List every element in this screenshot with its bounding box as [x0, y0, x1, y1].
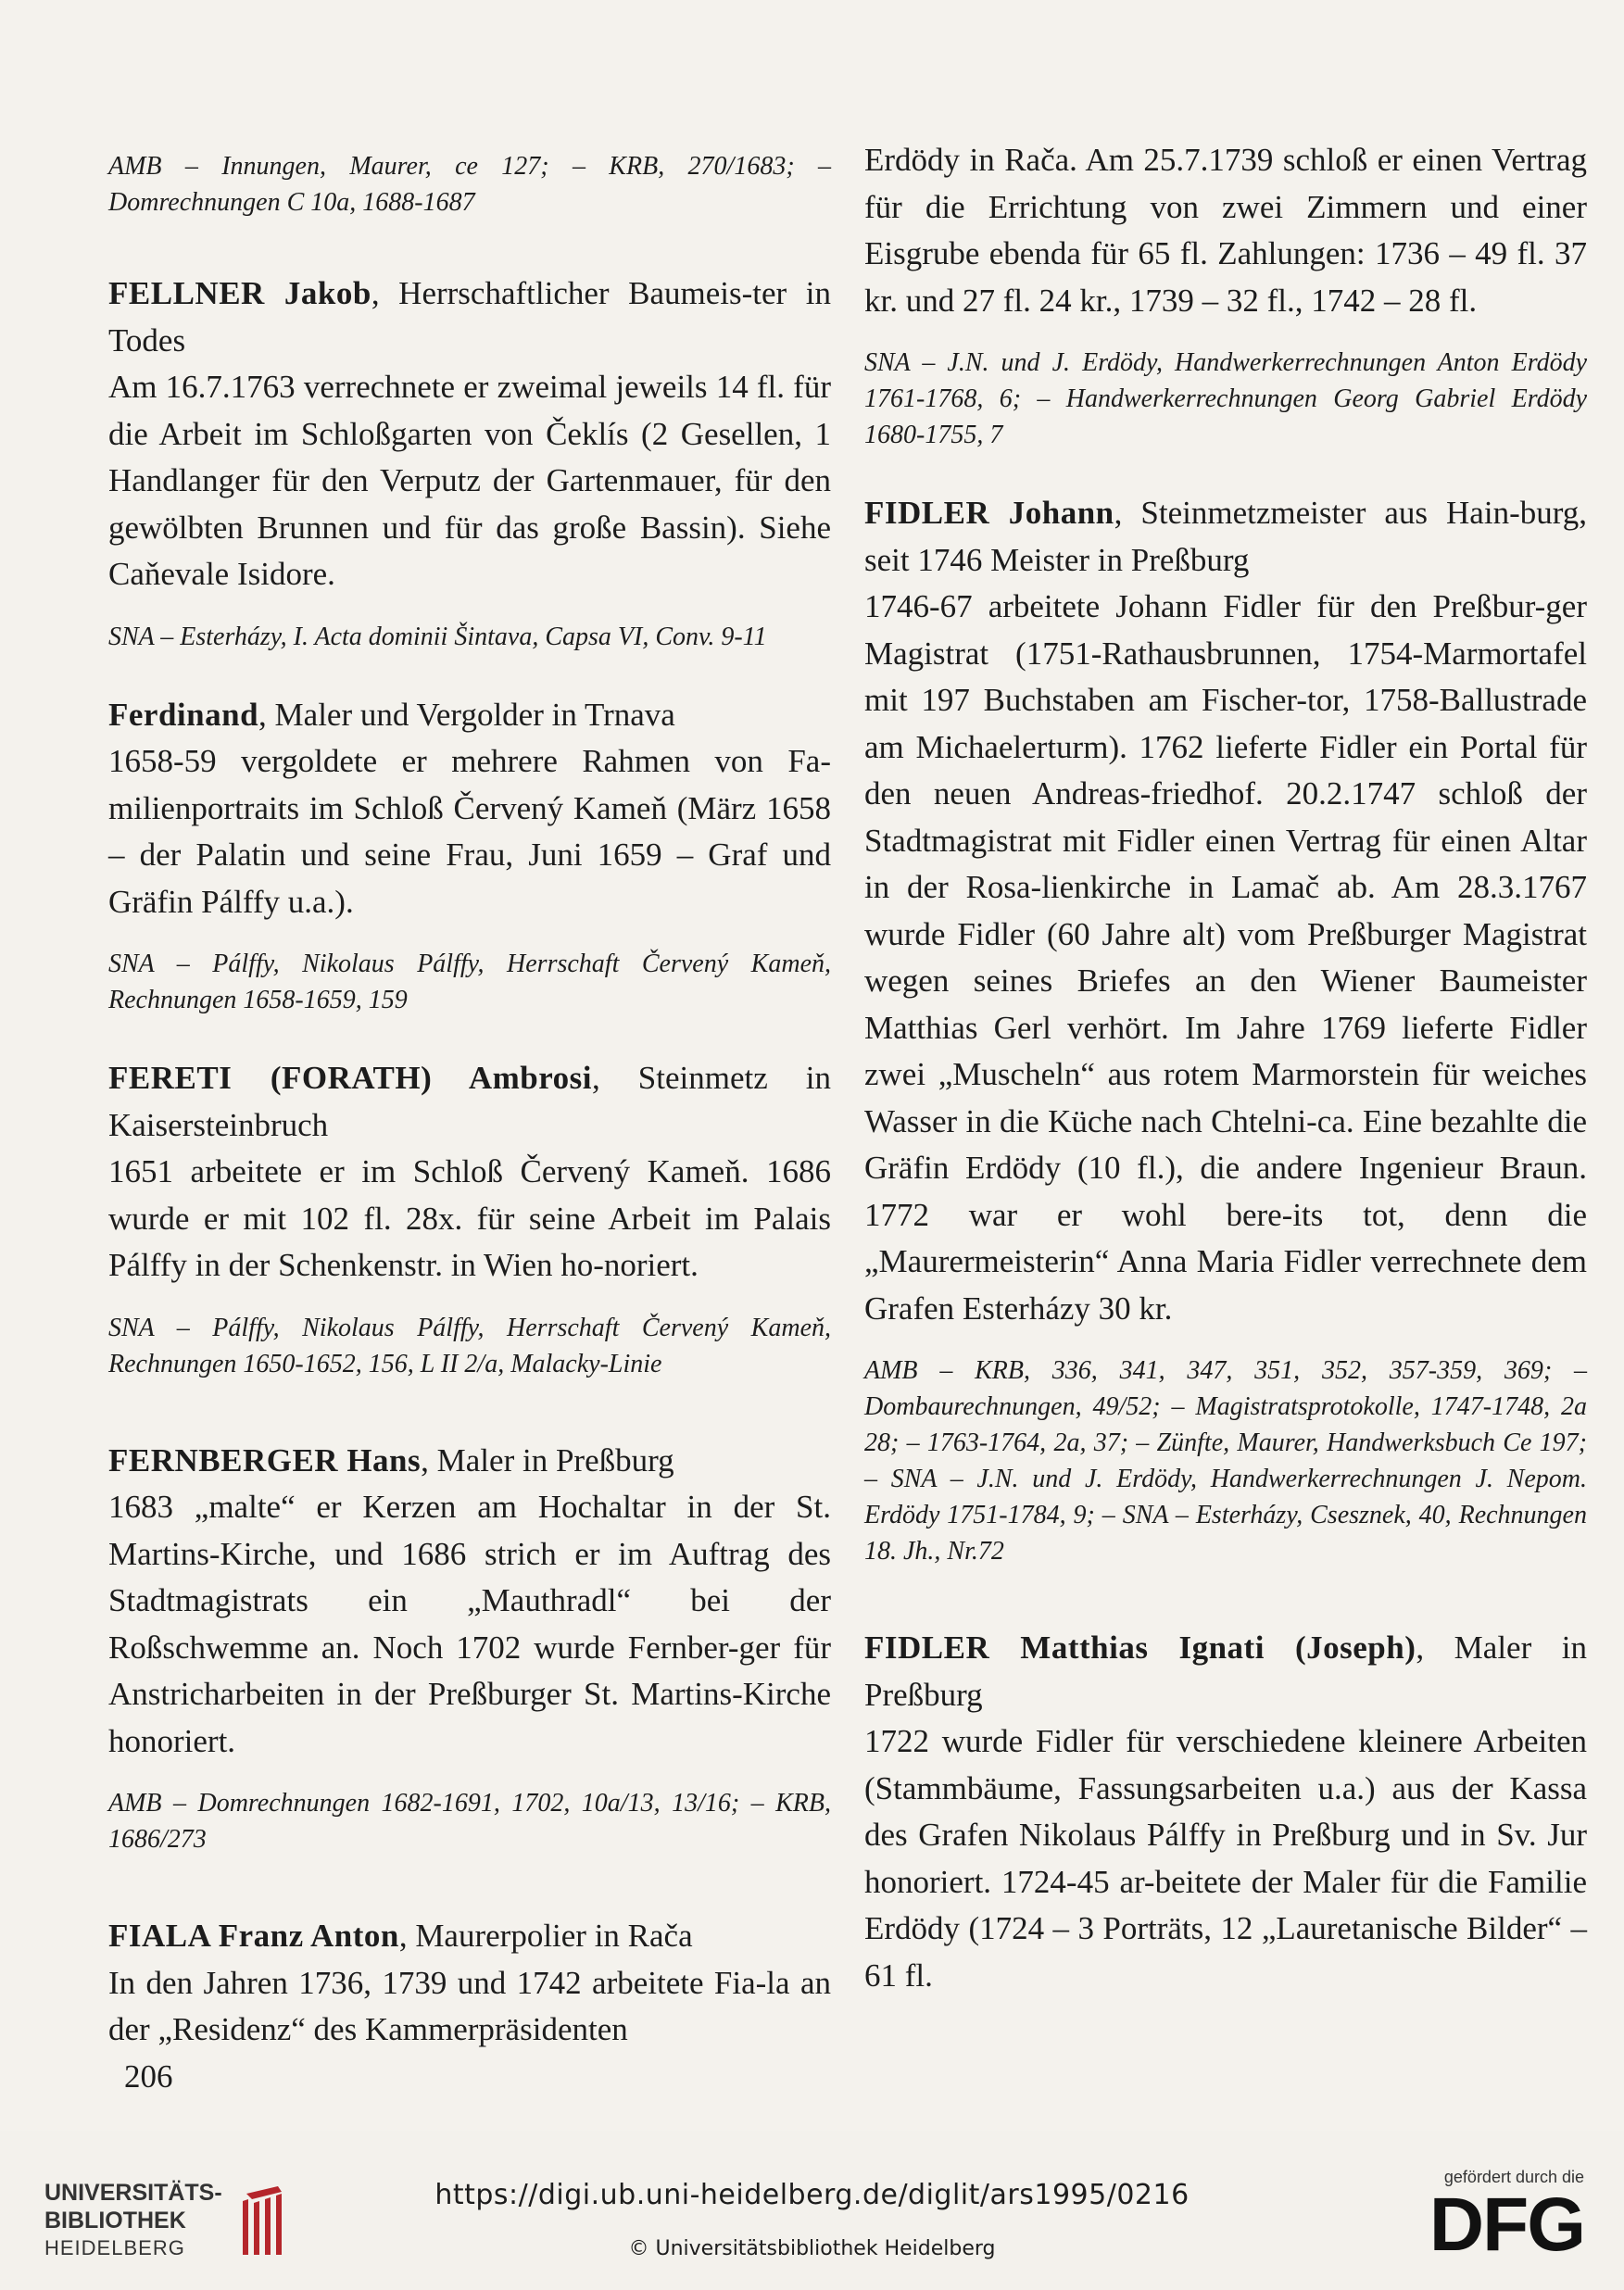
entry-reference: SNA – Pálffy, Nikolaus Pálffy, Herrschaft Červený Kameň, Rechnungen 1650-1652, 156, L II 2/a, Malacky-Linie — [108, 1313, 831, 1378]
continuation-reference: SNA – J.N. und J. Erdödy, Handwerkerrechnungen Anton Erdödy 1761-1768, 6; – Handwerkerrechnungen Georg Gabriel Erdödy 1680-1755, 7 — [864, 348, 1587, 449]
entry-text: , Herrschaftlicher Baumeis-ter in Todes Am 16.7.1763 verrechnete er zweimal jeweils 14 fl. für die Arbeit im Schloßgarten von Čeklís (2 Gesellen, 1 Handlanger für den Verputz der Gartenmauer, für den gewölbten Brunnen und für das große Bassin). Siehe Caňevale Isidore. — [108, 275, 832, 592]
entry-fidler-matthias — [864, 1625, 1587, 1999]
entry-heading: FIDLER Johann — [864, 495, 1114, 531]
dfg-logo[interactable] — [1417, 2168, 1584, 2267]
library-name-line1: UNIVERSITÄTS- — [44, 2180, 222, 2206]
entry-heading: FERNBERGER Hans — [108, 1441, 422, 1478]
library-name-line3: HEIDELBERG — [44, 2236, 185, 2259]
dfg-wordmark: DFG — [1429, 2183, 1584, 2267]
entry-fernberger — [108, 1438, 831, 1858]
entry-text: , Maler in Preßburg 1683 „malte“ er Kerzen am Hochaltar in der St. Martins-Kirche, und 1686 strich er im Auftrag des Stadtmagistrats ein „Mauthradl“ bei der Roßschwemme an. Noch 1702 wurde Fernber-ger für Anstricharbeiten in der Preßburger St. Martins-Kirche honoriert. — [108, 1441, 831, 1759]
entry-heading: FIDLER Matthias Ignati (Joseph) — [864, 1629, 1416, 1666]
entry-text: , Maurerpolier in Rača In den Jahren 1736, 1739 und 1742 arbeitete Fia-la an der „Residenz“ des Kammerpräsidenten — [108, 1918, 831, 2047]
entry-heading: FIALA Franz Anton — [108, 1918, 399, 1954]
funded-by-label: gefördert durch die — [1443, 2168, 1584, 2186]
entry-ferdinand — [108, 692, 831, 1019]
entry-heading: FERETI (FORATH) Ambrosi — [108, 1060, 592, 1096]
continuation-text: Erdödy in Rača. Am 25.7.1739 schloß er einen Vertrag für die Errichtung von zwei Zimmern und einer Eisgrube ebenda für 65 fl. Zahlungen: 1736 – 49 fl. 37 kr. und 27 fl. 24 kr., 1739 – 32 fl., 1742 – 28 fl. — [864, 142, 1587, 319]
copyright-notice: © Universitätsbibliothek Heidelberg — [628, 2237, 996, 2260]
library-name-line2: BIBLIOTHEK — [44, 2208, 186, 2233]
document-url[interactable]: https://digi.ub.uni-heidelberg.de/diglit/ars1995/0216 — [434, 2179, 1190, 2211]
right-column — [864, 137, 1587, 1999]
left-column — [108, 148, 831, 2054]
entry-text: , Steinmetzmeister aus Hain-burg, seit 1746 Meister in Preßburg 1746-67 arbeitete Johann Fidler für den Preßbur-ger Magistrat (1751-Rathausbrunnen, 1754-Marmortafel mit 197 Buchstaben am Fischer-tor, 1758-Ballustrade am Michaelerturm). 1762 lieferte Fidler ein Portal für den neuen Andreas-friedhof. 20.2.1747 schloß der Stadtmagistrat mit Fidler einen Vertrag für einen Altar in der Rosa-lienkirche in Lamač ab. Am 28.3.1767 wurde Fidler (60 Jahre alt) vom Preßburger Magistrat wegen seines Briefes an den Wiener Baumeister Matthias Gerl verhört. Im Jahre 1769 lieferte Fidler zwei „Muscheln“ aus rotem Marmorstein für weiches Wasser in die Küche nach Chtelni-ca. Eine bezahlte die Gräfin Erdödy (10 fl.), die andere Ingenieur Braun. 1772 war er wohl bere-its tot, denn die „Maurermeisterin“ Anna Maria Fidler verrechnete dem Grafen Esterházy 30 kr. — [864, 495, 1587, 1327]
entry-text: , Maler in Preßburg 1722 wurde Fidler für verschiedene kleinere Arbeiten (Stammbäume, Fassungsarbeiten u.a.) aus der Kassa des Grafen Nikolaus Pálffy in Preßburg und in Sv. Jur honoriert. 1724-45 ar-beitete der Maler für die Familie Erdödy (1724 – 3 Porträts, 12 „Lauretanische Bilder“ – 61 fl. — [864, 1629, 1587, 1994]
entry-reference: SNA – Pálffy, Nikolaus Pálffy, Herrschaft Červený Kameň, Rechnungen 1658-1659, 159 — [108, 950, 831, 1014]
entry-fidler-johann — [864, 490, 1587, 1569]
entry-text: , Maler und Vergolder in Trnava 1658-59 vergoldete er mehrere Rahmen von Fa-milienportraits im Schloß Červený Kameň (März 1658 – der Palatin und seine Frau, Juni 1659 – Graf und Gräfin Pálffy u.a.). — [108, 696, 831, 920]
entry-fellner — [108, 271, 831, 655]
entry-reference: AMB – KRB, 336, 341, 347, 351, 352, 357-359, 369; – Dombaurechnungen, 49/52; – Magistratsprotokolle, 1747-1748, 2a 28; – 1763-1764, 2a, 37; – Zünfte, Maurer, Handwerksbuch Ce 197; – SNA – J.N. und J. Erdödy, Handwerkerrechnungen J. Nepom. Erdödy 1751-1784, 9; – SNA – Esterházy, Csesznek, 40, Rechnungen 18. Jh., Nr.72 — [864, 1356, 1587, 1566]
entry-heading: Ferdinand — [108, 696, 259, 733]
entry-fiala — [108, 1913, 831, 2054]
entry-reference: AMB – Domrechnungen 1682-1691, 1702, 10a/13, 13/16; – KRB, 1686/273 — [108, 1789, 831, 1854]
entry-reference: SNA – Esterházy, I. Acta dominii Šintava, Capsa VI, Conv. 9-11 — [108, 622, 767, 651]
page-number: 206 — [124, 2058, 173, 2095]
entry-heading: FELLNER Jakob — [108, 275, 371, 311]
top-reference: AMB – Innungen, Maurer, ce 127; – KRB, 270/1683; – Domrechnungen C 10a, 1688-1687 — [108, 152, 831, 217]
entry-fereti — [108, 1055, 831, 1382]
entry-text: , Steinmetz in Kaisersteinbruch 1651 arbeitete er im Schloß Červený Kameň. 1686 wurde er mit 102 fl. 28x. für seine Arbeit im Palais Pálffy in der Schenkenstr. in Wien ho-noriert. — [108, 1060, 831, 1283]
